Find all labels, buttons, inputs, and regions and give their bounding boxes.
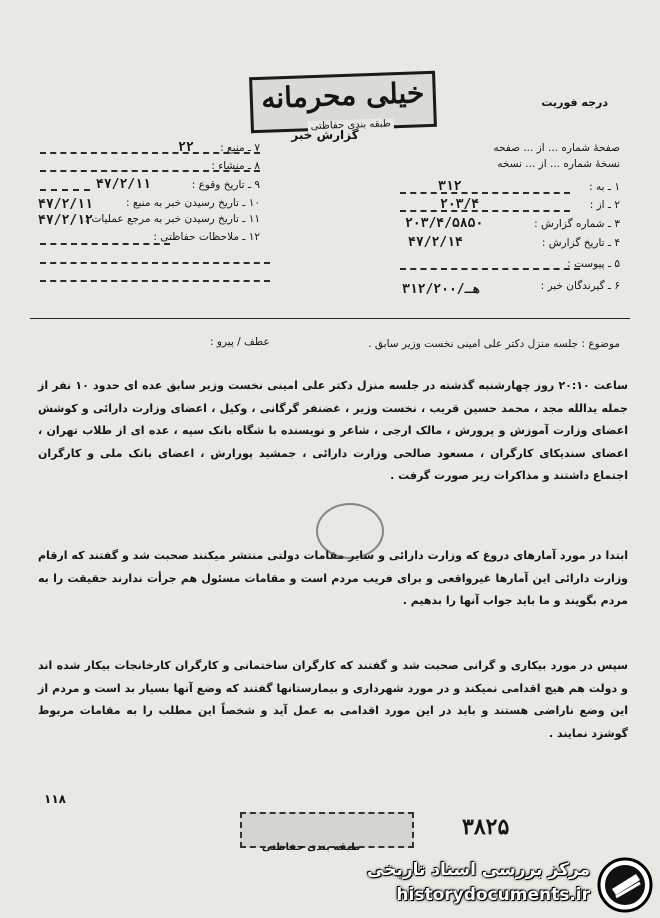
divider-line (30, 318, 630, 319)
body-paragraph: سپس در مورد بیکاری و گرانی صحبت شد و گفتند که کارگران ساختمانی و کارگران کارخانجات بیکار شده اند و دولت هم هیچ اقدامی نمیکند و در مورد شهرداری و بیمارستانها گفتند که وضع آنها بسیار بد است و مردم از این وضع ناراضی هستند و باید در این مورد اقدامی به عمل آید و شخصاً این مطلب را به مقامات مربوط گوشزد نمایند . (38, 659, 628, 740)
left-field-value: ۴۷/۲/۱۲ (38, 213, 93, 228)
classification-stamp (249, 71, 437, 133)
right-field-value: ۳۱۲ (438, 179, 462, 194)
round-seal-stamp (316, 503, 384, 559)
left-field-label: ۷ ـ منبع : (220, 142, 260, 154)
right-field-value: ۴۷/۲/۱۴ (408, 235, 463, 250)
right-field-label: ۱ ـ به : (589, 181, 620, 193)
right-field-value: ۲۰۳/۴ (440, 197, 480, 212)
stamp-sub-text: طبقه بندی حفاظتی (307, 118, 394, 132)
body-paragraph: ابتدا در مورد آمارهای دروغ که وزارت دارائی و سایر مقامات دولتی منتشر میکنند صحبت شد و گفتند که ارقام وزارت دارائی این آمارها غیرواقعی و برای فریب مردم است و مقامات مسئول هم جرأت ندارند حقیقت را به مردم بگویند و ما باید جواب آنها را بدهیم . (38, 549, 628, 607)
field-dotline (400, 192, 570, 194)
left-field-label: ۱۰ ـ تاریخ رسیدن خبر به منبع : (126, 197, 260, 209)
left-field-label: ۱۲ ـ ملاحظات حفاظتی : (153, 231, 260, 243)
left-field-value: ۴۷/۲/۱۱ (96, 177, 151, 192)
field-dotline (40, 170, 260, 172)
field-dotline (40, 262, 270, 264)
right-field-label: صفحهٔ شماره ... از ... صفحه (493, 142, 620, 154)
right-field-value: ۲۰۳/۴/۵۸۵۰ (405, 216, 484, 231)
archive-number: ۳۸۲۵ (462, 814, 510, 840)
right-field-label: ۲ ـ از : (589, 199, 620, 211)
subject-line: موضوع : جلسه منزل دکتر علی امینی نخست وزیر سابق . (368, 338, 620, 350)
reference-line: عطف / پیرو : (210, 336, 270, 348)
watermark-persian: مرکز بررسی اسناد تاریخی (367, 860, 590, 880)
left-field-label: ۱۱ ـ تاریخ رسیدن خبر به مرجع عملیات : (84, 213, 260, 225)
watermark-english: historydocuments.ir (396, 885, 590, 905)
body-paragraph: ساعت ۲۰:۱۰ روز چهارشنبه گذشته در جلسه منزل دکتر علی امینی نخست وزیر سابق عده ای حدود ۱۰ نفر از جمله یدالله مجد ، محمد حسین قریب ، نخست وزیر ، غضنفر گرگانی ، وکیل ، اعضای وزارت دارائی و کوشش اعضای وزارت آموزش و پرورش ، مالک ارجی ، شاعر و نویسنده با شگاه بانک سپه ، عده ای از طلاب تهران ، اعضای سندیکای کارگران ، مسعود صالحی وزارت دارائی ، جمشید پورارش ، اعضای بانک ملی و کارگران اجتماع داشتند و مذاکرات زیر صورت گرفت . (38, 379, 629, 482)
urgency-label: درجه فوریت (541, 96, 608, 109)
right-field-label: ۵ ـ پیوست : (567, 258, 620, 270)
left-field-value: ۲۲ (178, 140, 194, 155)
left-field-label: ۸ ـ منشاء : (211, 160, 260, 172)
right-field-label: نسخهٔ شماره ... از ... نسخه (497, 158, 620, 170)
archive-stamp-label: طبقه بندی حفاظتی (261, 842, 361, 853)
right-field-label: ۶ ـ گیرندگان خبر : (540, 280, 620, 292)
right-field-label: ۴ ـ تاریخ گزارش : (541, 237, 620, 249)
archive-logo-icon (596, 856, 654, 914)
stamp-main-text: خیلی محرمانه (260, 76, 425, 115)
field-dotline (400, 268, 580, 270)
report-title: گزارش خبر (291, 128, 359, 142)
left-field-value: ۴۷/۲/۱۱ (38, 197, 93, 212)
right-field-label: ۳ ـ شماره گزارش : (534, 218, 620, 230)
field-dotline (400, 210, 570, 212)
field-dotline (40, 243, 170, 245)
left-field-label: ۹ ـ تاریخ وقوع : (191, 179, 260, 191)
field-dotline (40, 189, 90, 191)
right-field-value: ۳۱۲/۲۰۰/هـ (402, 282, 481, 297)
field-dotline (40, 280, 270, 282)
signature-mark: ۱۱۸ (44, 792, 66, 806)
field-dotline (40, 152, 260, 154)
